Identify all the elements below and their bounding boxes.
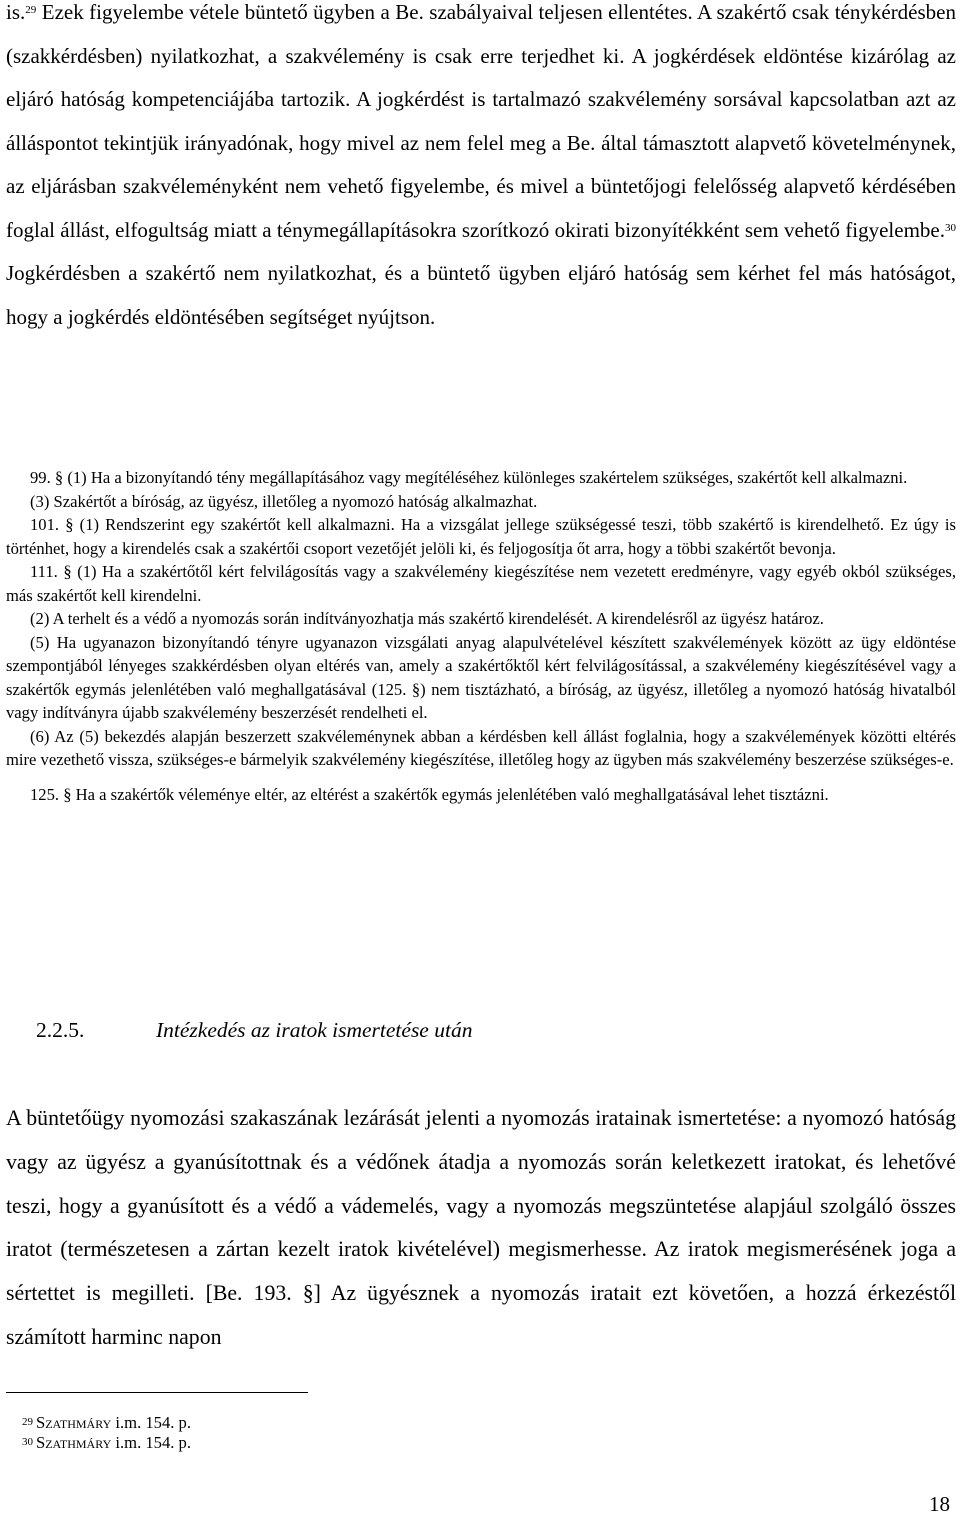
- footnote-reference: i.m. 154. p.: [111, 1433, 191, 1452]
- statute-section: 99. § (1) Ha a bizonyítandó tény megállapításához vagy megítéléséhez különleges szakértelem szükséges, szakértőt kell alkalmazni.: [30, 468, 908, 487]
- paragraph-text: Ezek figyelembe vétele büntető ügyben a Be. szabályaival teljesen ellentétes. A szakértő csak ténykérdésben (szakkérdésben) nyilatkozhat, a szakvélemény is csak erre terjedhet ki. A jogkérdések eldöntése kizárólag az eljáró hatóság kompetenciájába tartozik. A jogkérdést is tartalmazó szakvélemény sorsával kapcsolatban azt az álláspontot tekintjük irányadónak, hogy mivel az nem felel meg a Be. által támasztott alapvető követelménynek, az eljárásban szakvéleményként nem vehető figyelembe, és mivel a büntetőjogi felelősség alapvető kérdésében foglal állást, elfogultság miatt a ténymegállapításokra szorítkozó okirati bizonyítékként sem vehető figyelembe.: [6, 0, 956, 242]
- body-paragraph-1: [6, 0, 956, 339]
- footnote-29: [22, 1413, 191, 1433]
- section-title: Intézkedés az iratok ismertetése után: [156, 1018, 473, 1042]
- statute-section: 101. § (1) Rendszerint egy szakértőt kell alkalmazni. Ha a vizsgálat jellege szükségessé teszi, több szakértő is kirendelhető. Ez úgy is történhet, hogy a kirendelés csak a szakértői csoport vezetőjét jelöli ki, és feljogosítja őt arra, hogy a többi szakértőt bevonja.: [6, 515, 956, 558]
- footnote-reference: i.m. 154. p.: [111, 1413, 191, 1432]
- body-paragraph-2: A büntetőügy nyomozási szakaszának lezárását jelenti a nyomozás iratainak ismertetése: a nyomozó hatóság vagy az ügyész a gyanúsítottnak és a védőnek átadja a nyomozás során keletkezett iratokat, és lehetővé teszi, hogy a gyanúsított és a védő a vádemelés, vagy a nyomozás megszüntetése alapjául szolgáló összes iratot (természetesen a zártan kezelt iratok kivételével) megismerhesse. Az iratok megismerésének joga a sértettet is megilleti. [Be. 193. §] Az ügyésznek a nyomozás iratait ezt követően, a hozzá érkezéstől számított harminc napon: [6, 1106, 956, 1349]
- footnote-number: 29: [22, 1416, 33, 1428]
- statute-section: 111. § (1) Ha a szakértőtől kért felvilágosítás vagy a szakvélemény kiegészítése nem vezetett eredményre, vagy egyéb okból szükséges, más szakértőt kell kirendelni.: [6, 562, 956, 605]
- footnotes: [22, 1413, 191, 1453]
- paragraph-lead: is.: [6, 0, 26, 24]
- section-number: 2.2.5.: [36, 1018, 85, 1042]
- statute-section: (6) Az (5) bekezdés alapján beszerzett szakvéleménynek abban a kérdésben kell állást foglalnia, hogy a szakvélemények közötti eltérés mire vezethető vissza, szükséges-e bármelyik szakvélemény kiegészítése, illetőleg hogy az ügyben más szakvélemény beszerzése szükséges-e.: [6, 726, 956, 769]
- statute-quotation: [6, 466, 956, 806]
- statute-section: (5) Ha ugyanazon bizonyítandó tényre ugyanazon vizsgálati anyag alapulvételével készített szakvélemények között az ügy eldöntése szempontjából lényeges szakkérdésben olyan eltérés van, amely a szakértőktől kért felvilágosítással, a szakvélemény kiegészítésével vagy a szakértők egymás jelenlétében való meghallgatásával (125. §) nem tisztázható, a bíróság, az ügyész, illetőleg a nyomozó hatóság hivatalból vagy indítványra újabb szakvélemény beszerzését rendelheti el.: [6, 632, 956, 722]
- footnote-separator: [6, 1392, 308, 1393]
- footnote-author: Szathmáry: [36, 1433, 112, 1452]
- paragraph-text: Jogkérdésben a szakértő nem nyilatkozhat, és a büntető ügyben eljáró hatóság sem kérhet fel más hatóságot, hogy a jogkérdés eldöntésében segítséget nyújtson.: [6, 261, 956, 329]
- footnote-number: 30: [22, 1436, 33, 1448]
- footnote-ref-30[interactable]: 30: [945, 221, 956, 234]
- statute-section: 125. § Ha a szakértők véleménye eltér, az eltérést a szakértők egymás jelenlétében való meghallgatásával lehet tisztázni.: [30, 784, 829, 804]
- section-heading: [36, 1018, 472, 1043]
- page-number: 18: [929, 1492, 950, 1516]
- statute-section: (3) Szakértőt a bíróság, az ügyész, illetőleg a nyomozó hatóság alkalmazhat.: [30, 491, 538, 511]
- statute-section: (2) A terhelt és a védő a nyomozás során indítványozhatja más szakértő kirendelését. A kirendelésről az ügyész határoz.: [30, 609, 824, 628]
- footnote-author: Szathmáry: [36, 1413, 112, 1432]
- footnote-ref-29[interactable]: 29: [25, 4, 37, 16]
- footnote-30: [22, 1433, 191, 1453]
